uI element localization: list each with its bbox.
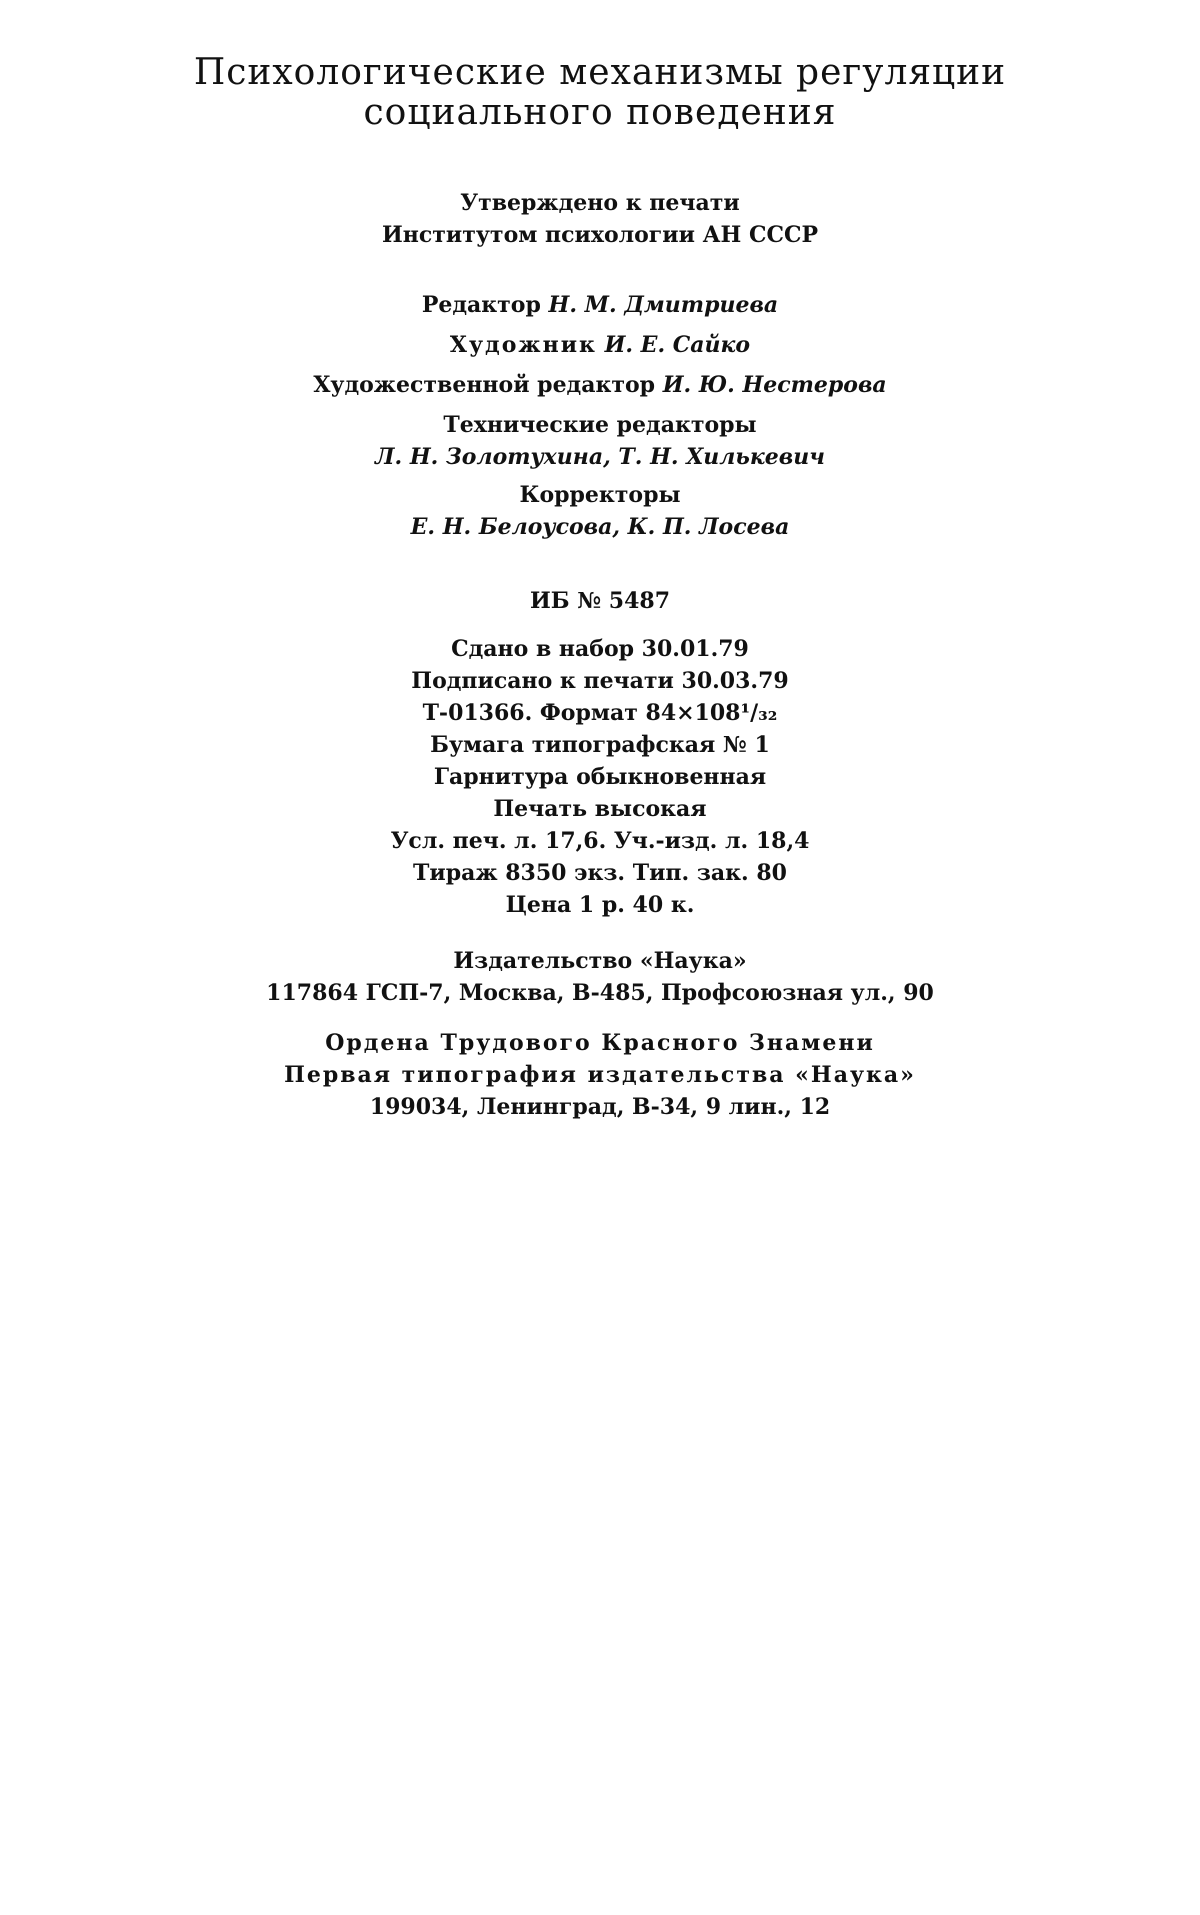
typeface: Гарнитура обыкновенная <box>433 764 767 790</box>
art-editor-credit <box>0 372 1200 398</box>
paper: Бумага типографская № 1 <box>430 732 770 758</box>
circulation: Тираж 8350 экз. Тип. зак. 80 <box>413 860 787 886</box>
publisher-name: Издательство «Наука» <box>453 948 747 974</box>
proofreaders-names: Е. Н. Белоусова, К. П. Лосева <box>410 514 790 540</box>
sheets: Усл. печ. л. 17,6. Уч.-изд. л. 18,4 <box>390 828 810 854</box>
ib-number: ИБ № 5487 <box>529 588 671 614</box>
artist-credit <box>0 332 1200 358</box>
proofreaders-role: Корректоры <box>519 482 681 508</box>
printer-line-2: Первая типография издательства «Наука» <box>284 1062 916 1088</box>
artist-role: Художник <box>449 332 597 358</box>
editor-name: Н. М. Дмитриева <box>548 292 779 318</box>
format: Т-01366. Формат 84×108¹/₃₂ <box>422 700 778 726</box>
tech-editors-names: Л. Н. Золотухина, Т. Н. Хилькевич <box>375 444 825 470</box>
printer-line-1: Ордена Трудового Красного Знамени <box>325 1030 875 1056</box>
editor-role: Редактор <box>421 292 541 318</box>
printer-line-3: 199034, Ленинград, В-34, 9 лин., 12 <box>369 1094 831 1120</box>
approval-line-1: Утверждено к печати <box>460 190 740 216</box>
art-editor-role: Художественной редактор <box>313 372 656 398</box>
artist-name: И. Е. Сайко <box>604 332 751 358</box>
signed-to-print: Подписано к печати 30.03.79 <box>411 668 789 694</box>
price: Цена 1 р. 40 к. <box>505 892 695 918</box>
print-type: Печать высокая <box>493 796 707 822</box>
tech-editors-role: Технические редакторы <box>443 412 757 438</box>
book-title-line-2: социального поведения <box>363 92 837 133</box>
publisher-address: 117864 ГСП-7, Москва, В-485, Профсоюзная ул., 90 <box>266 980 934 1006</box>
book-title-line-1: Психологические механизмы регуляции <box>193 52 1007 93</box>
editor-credit <box>0 292 1200 318</box>
art-editor-name: И. Ю. Нестерова <box>662 372 887 398</box>
sent-to-set: Сдано в набор 30.01.79 <box>451 636 749 662</box>
approval-line-2: Институтом психологии АН СССР <box>381 222 819 248</box>
